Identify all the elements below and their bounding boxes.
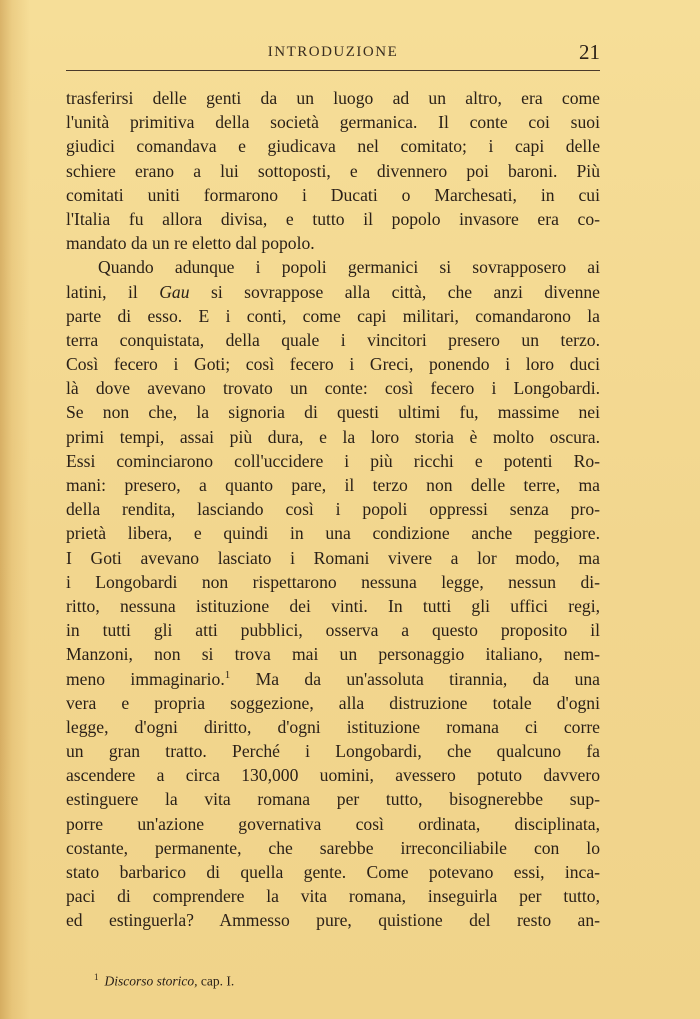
text-line: trasferirsi delle genti da un luogo ad un altro, era come (66, 88, 600, 108)
text-line: schiere erano a lui sottoposti, e divennero poi baroni. Più (66, 160, 600, 181)
footnote-reference: cap. I. (197, 973, 235, 989)
text-line: in tutti gli atti pubblici, osserva a questo proposito il (66, 620, 600, 641)
text-line: mandato da un re eletto dal popolo. (66, 233, 315, 254)
text-fragment: meno immaginario. (66, 668, 225, 689)
text-line: vera e propria soggezione, alla distruzione totale d'ogni (66, 692, 600, 713)
text-line: prietà libera, e quindi in una condizione anche peggiore. (66, 523, 600, 544)
italic-term: Gau (159, 281, 190, 302)
text-line: porre un'azione governativa così ordinata, disciplinata, (66, 813, 600, 834)
text-line: Se non che, la signoria di questi ultimi fu, massime nei (66, 402, 600, 423)
text-fragment: si sovrappose alla città, che anzi divenne (189, 281, 600, 302)
page-number: 21 (579, 40, 600, 64)
body-text (66, 86, 600, 933)
text-line: l'unità primitiva della società germanica. Il conte coi suoi (66, 112, 600, 133)
text-line: I Goti avevano lasciato i Romani vivere a lor modo, ma (66, 547, 600, 568)
text-line: paci di comprendere la vita romana, inseguirla per tutto, (66, 886, 600, 907)
text-line (66, 667, 600, 691)
footnote-number: 1 (94, 972, 99, 982)
footnote-title: Discorso storico, (104, 973, 198, 989)
text-line (66, 280, 600, 304)
text-line: stato barbarico di quella gente. Come potevano essi, inca- (66, 862, 600, 882)
text-line: ed estinguerla? Ammesso pure, quistione del resto an- (66, 910, 600, 931)
text-line: primi tempi, assai più dura, e la loro storia è molto oscura. (66, 426, 600, 447)
text-line: comitati uniti formarono i Ducati o Marchesati, in cui (66, 184, 600, 205)
text-line: giudici comandava e giudicava nel comitato; i capi delle (66, 136, 600, 157)
text-line: Manzoni, non si trova mai un personaggio italiano, nem- (66, 644, 600, 665)
text-line: parte di esso. E i conti, come capi militari, comandarono la (66, 305, 600, 326)
text-line: ritto, nessuna istituzione dei vinti. In tutti gli uffici regi, (66, 595, 600, 616)
text-line: Così fecero i Goti; così fecero i Greci, ponendo i loro duci (66, 354, 600, 375)
page-header (66, 40, 600, 68)
header-rule (66, 70, 600, 71)
text-line: Quando adunque i popoli germanici si sovrapposero ai (98, 257, 600, 278)
text-line: Essi cominciarono coll'uccidere i più ricchi e potenti Ro- (66, 450, 600, 471)
text-line: ascendere a circa 130,000 uomini, avessero potuto davvero (66, 765, 600, 786)
running-title: INTRODUZIONE (267, 44, 399, 60)
text-fragment: Ma da un'assoluta tirannia, da una (230, 668, 600, 689)
text-line: l'Italia fu allora divisa, e tutto il popolo invasore era co- (66, 208, 600, 229)
footnote (94, 972, 234, 990)
text-line: legge, d'ogni diritto, d'ogni istituzione romana ci corre (66, 716, 600, 737)
text-line: i Longobardi non rispettarono nessuna legge, nessun di- (66, 571, 600, 592)
text-line: estinguere la vita romana per tutto, bisognerebbe sup- (66, 789, 600, 810)
text-line: un gran tratto. Perché i Longobardi, che qualcuno fa (66, 741, 600, 762)
text-line: della rendita, lasciando così i popoli oppressi senza pro- (66, 499, 600, 520)
footnote-marker: 1 (224, 668, 231, 681)
text-line: là dove avevano trovato un conte: così fecero i Longobardi. (66, 378, 600, 399)
text-line: costante, permanente, che sarebbe irreconciliabile con lo (66, 837, 600, 858)
text-fragment: latini, il (66, 281, 160, 302)
text-line: mani: presero, a quanto pare, il terzo non delle terre, ma (66, 475, 600, 495)
text-line: terra conquistata, della quale i vincitori presero un terzo. (66, 329, 600, 350)
